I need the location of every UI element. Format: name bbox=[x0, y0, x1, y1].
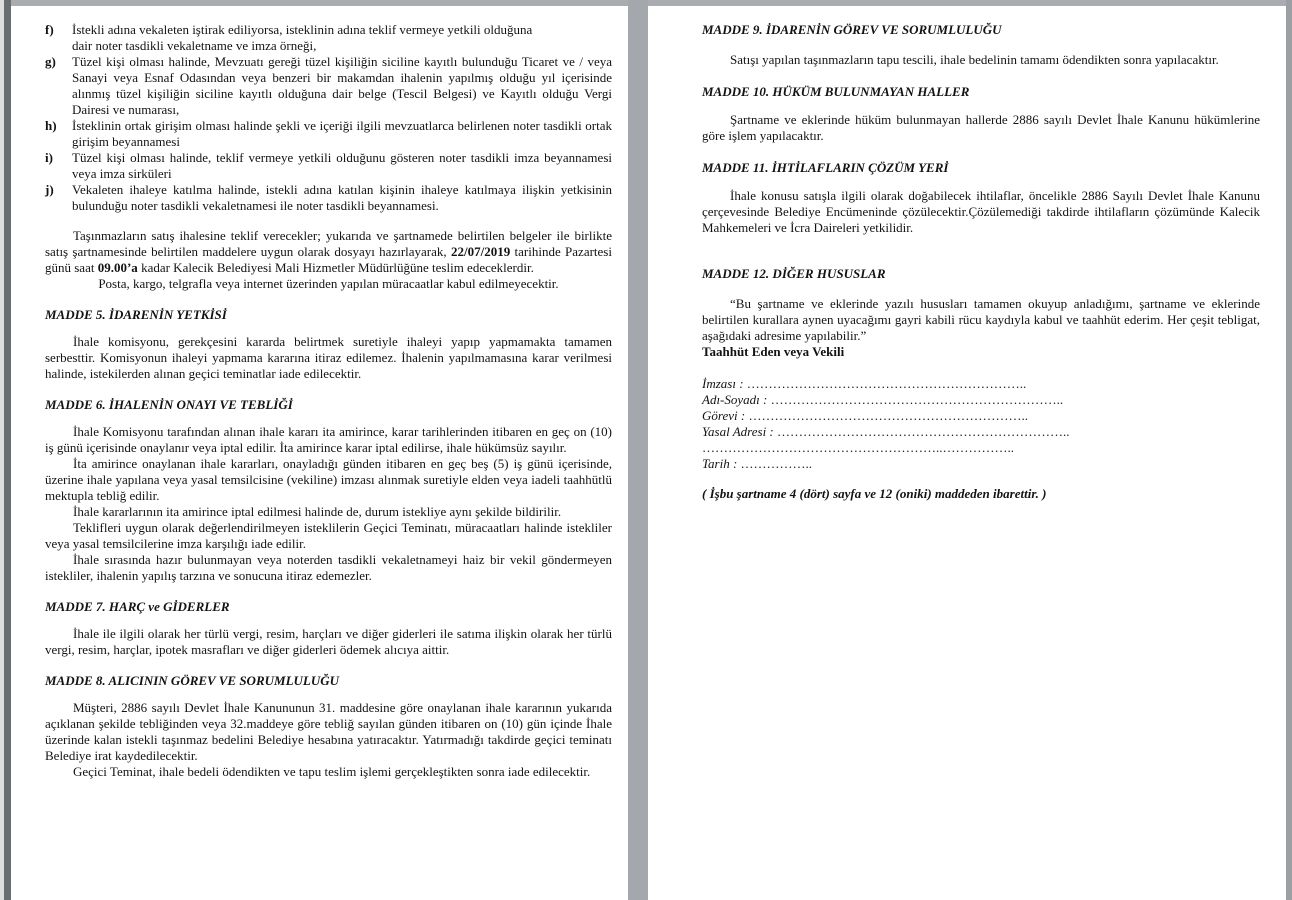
signature-row-tarih bbox=[702, 456, 1260, 472]
signature-dots: ……………………………………………………….. bbox=[748, 408, 1028, 423]
viewer-right-edge bbox=[1286, 0, 1292, 900]
signature-dots: …………….. bbox=[740, 456, 813, 471]
list-item-f bbox=[45, 22, 612, 54]
section-heading-madde7: MADDE 7. HARÇ ve GİDERLER bbox=[45, 599, 230, 614]
list-item-label: i) bbox=[45, 150, 53, 165]
signature-dots: ……………………………………………………….. bbox=[746, 376, 1027, 391]
signature-label: Yasal Adresi : bbox=[702, 424, 774, 439]
signature-label: Adı-Soyadı : bbox=[702, 392, 768, 407]
signature-row-imza bbox=[702, 376, 1260, 392]
page-gap-divider bbox=[628, 0, 648, 900]
signature-dots: ………………………………………………..…………….. bbox=[702, 440, 1014, 455]
list-item-h bbox=[45, 118, 612, 150]
paragraph: “Bu şartname ve eklerinde yazılı hususları tamamen okuyup anladığımı, şartname ve eklerinde belirtilen kurallara aynen uyacağımı gayri kabili rücu kaydıyla kabul ve taahhüt ederim. Her çeşit tebligat, aşağıdaki adresime yapılabilir.” bbox=[702, 296, 1260, 343]
list-item-text: dair noter tasdikli vekaletname ve imza örneği, bbox=[72, 38, 317, 53]
page-left-content bbox=[45, 22, 612, 780]
section-heading-madde9: MADDE 9. İDARENİN GÖREV VE SORUMLULUĞU bbox=[702, 22, 1002, 37]
list-item-i bbox=[45, 150, 612, 182]
signature-row-adres bbox=[702, 424, 1260, 440]
posta-line: Posta, kargo, telgrafla veya internet üzerinden yapılan müracaatlar kabul edilmeyecektir. bbox=[98, 276, 559, 291]
paragraph: Geçici Teminat, ihale bedeli ödendikten ve tapu teslim işlemi gerçekleştikten sonra iade edilecektir. bbox=[73, 764, 591, 779]
signature-label: Tarih : bbox=[702, 456, 738, 471]
list-item-label: h) bbox=[45, 118, 57, 133]
submission-paragraph bbox=[45, 228, 612, 276]
paragraph: İhale Komisyonu tarafından alınan ihale kararı ita amirince, karar tarihlerinden itibaren en geç on (10) iş günü içerisinde onaylanır veya iptal edilir. İta amirince karar iptal edilirse, ihale hükümsüz sayılır. bbox=[45, 424, 612, 455]
section-heading-madde8: MADDE 8. ALICININ GÖREV VE SORUMLULUĞU bbox=[45, 673, 339, 688]
paragraph-text: Taşınmazların satış ihalesine teklif verecekler; yukarıda ve şartnamede belirtilen belgeler ile birlikte satış şartnamesinde belirtilen maddelere uygun olarak dosyayı hazırlayarak, bbox=[45, 228, 612, 259]
paragraph: İhale kararlarının ita amirince iptal edilmesi halinde de, durum istekliye aynı şekilde bildirilir. bbox=[73, 504, 562, 519]
signature-label: İmzası : bbox=[702, 376, 744, 391]
paragraph: Satışı yapılan taşınmazların tapu tescili, ihale bedelinin tamamı ödendikten sonra yapılacaktır. bbox=[730, 52, 1219, 67]
signature-dots: ………………………………………………………….. bbox=[777, 424, 1070, 439]
section-heading-madde5: MADDE 5. İDARENİN YETKİSİ bbox=[45, 307, 227, 322]
list-item-label: f) bbox=[45, 22, 54, 37]
signature-label: Görevi : bbox=[702, 408, 746, 423]
list-item-label: g) bbox=[45, 54, 56, 69]
paragraph: Teklifleri uygun olarak değerlendirilmeyen isteklilerin Geçici Teminatı, müracaatları halinde istekliler veya yasal temsilcilerine imza karşılığı iade edilir. bbox=[45, 520, 612, 551]
document-page-right bbox=[648, 6, 1286, 900]
paragraph-text: kadar Kalecik Belediyesi Mali Hizmetler Müdürlüğüne teslim edeceklerdir. bbox=[137, 260, 534, 275]
paragraph: İhale sırasında hazır bulunmayan veya noterden tasdikli vekaletnameyi haiz bir vekil göndermeyen istekliler, ihalenin yapılış tarzına ve sonucuna itiraz edemezler. bbox=[45, 552, 612, 583]
submission-time: 09.00’a bbox=[97, 260, 138, 275]
section-heading-madde11: MADDE 11. İHTİLAFLARIN ÇÖZÜM YERİ bbox=[702, 160, 949, 175]
list-item-text: Tüzel kişi olması halinde, Mevzuatı gereği tüzel kişiliğin siciline kayıtlı bulunduğu Ticaret ve / veya Sanayi veya Esnaf Odasından veya benzeri bir makamdan ihalenin yapılmış olduğu yıl içerisinde alınmış tüzel kişiliğin siciline kayıtlı olduğuna dair belge (Tescil Belgesi) ve Kayıtlı olduğu Vergi Dairesi ve numarası, bbox=[72, 54, 612, 117]
commitment-title: Taahhüt Eden veya Vekili bbox=[702, 344, 845, 359]
signature-row-adres2 bbox=[702, 440, 1260, 456]
submission-date: 22/07/2019 bbox=[450, 244, 511, 259]
viewer-left-edge bbox=[4, 0, 11, 900]
paragraph: İhale konusu satışla ilgili olarak doğabilecek ihtilaflar, öncelikle 2886 Sayılı Devlet İhale Kanunu çerçevesinde Belediye Encümeninde çözülecektir.Çözülemediği takdirde ihtilafların çözümünde Kalecik Mahkemeleri ve İcra Daireleri yetkilidir. bbox=[702, 188, 1260, 235]
paragraph: Şartname ve eklerinde hüküm bulunmayan hallerde 2886 sayılı Devlet İhale Kanunu hükümlerine göre işlem yapılacaktır. bbox=[702, 112, 1260, 143]
paragraph: Müşteri, 2886 sayılı Devlet İhale Kanununun 31. maddesine göre onaylanan ihale kararının yukarıda açıklanan şekilde tebliğinden veya 32.maddeye göre tebliğ sayılan günden itibaren on (10) gün içinde İhale üzerinde kalan istekli taşınmaz bedelini Belediye hesabına yatıracaktır. Yatırmadığı takdirde geçici teminatı Belediye irat kaydedilecektir. bbox=[45, 700, 612, 763]
list-item-text: Tüzel kişi olması halinde, teklif vermeye yetkili olduğunu gösteren noter tasdikli imza beyannamesi veya imza sirküleri bbox=[72, 150, 612, 181]
paragraph: İta amirince onaylanan ihale kararları, onayladığı günden itibaren en geç beş (5) iş günü içerisinde, üzerine ihale yapılana veya yasal temsilcisine (vekiline) imzası alınmak suretiyle elden veya iadeli taahhütlü mektupla tebliğ edilir. bbox=[45, 456, 612, 503]
document-page-left bbox=[11, 6, 628, 900]
page-right-content bbox=[702, 22, 1260, 515]
signature-row-adi bbox=[702, 392, 1260, 408]
list-item-text: İsteklinin ortak girişim olması halinde şekli ve içeriği ilgili mevzuatlarca belirlenen noter tasdikli ortak girişim beyannamesi bbox=[72, 118, 612, 149]
paragraph: İhale komisyonu, gerekçesini kararda belirtmek suretiyle ihaleyi yapıp yapmamakta tamamen serbesttir. Komisyonun ihaleyi yapmama kararına itiraz edilemez. İhalenin yapılmamasına karar verilmesi halinde, istekilerden alınan geçici teminatlar iade edilecektir. bbox=[45, 334, 612, 381]
signature-row-gorevi bbox=[702, 408, 1260, 424]
list-item-label: j) bbox=[45, 182, 54, 197]
section-heading-madde6: MADDE 6. İHALENİN ONAYI VE TEBLİĞİ bbox=[45, 397, 293, 412]
section-heading-madde12: MADDE 12. DİĞER HUSUSLAR bbox=[702, 266, 886, 281]
signature-dots: ………………………………………………………….. bbox=[770, 392, 1064, 407]
final-note: ( İşbu şartname 4 (dört) sayfa ve 12 (oniki) maddeden ibarettir. ) bbox=[702, 486, 1047, 501]
paragraph: İhale ile ilgili olarak her türlü vergi, resim, harçları ve diğer giderleri ile satıma ilişkin olarak her türlü vergi, resim, harçlar, ipotek masrafları ve diğer giderleri ödemek alıcıya aittir. bbox=[45, 626, 612, 657]
list-item-text: Vekaleten ihaleye katılma halinde, istekli adına katılan kişinin ihaleye katılmaya ilişkin yetkisinin bulunduğu noter tasdikli vekaletnamesi ile noter tasdikli beyannamesi. bbox=[72, 182, 612, 213]
list-item-j bbox=[45, 182, 612, 214]
list-item-text: İstekli adına vekaleten iştirak ediliyorsa, isteklinin adına teklif vermeye yetkili olduğuna bbox=[72, 22, 533, 37]
list-item-g bbox=[45, 54, 612, 118]
paragraph-text: tarihinde Pazartesi günü saat bbox=[45, 244, 612, 275]
section-heading-madde10: MADDE 10. HÜKÜM BULUNMAYAN HALLER bbox=[702, 84, 970, 99]
